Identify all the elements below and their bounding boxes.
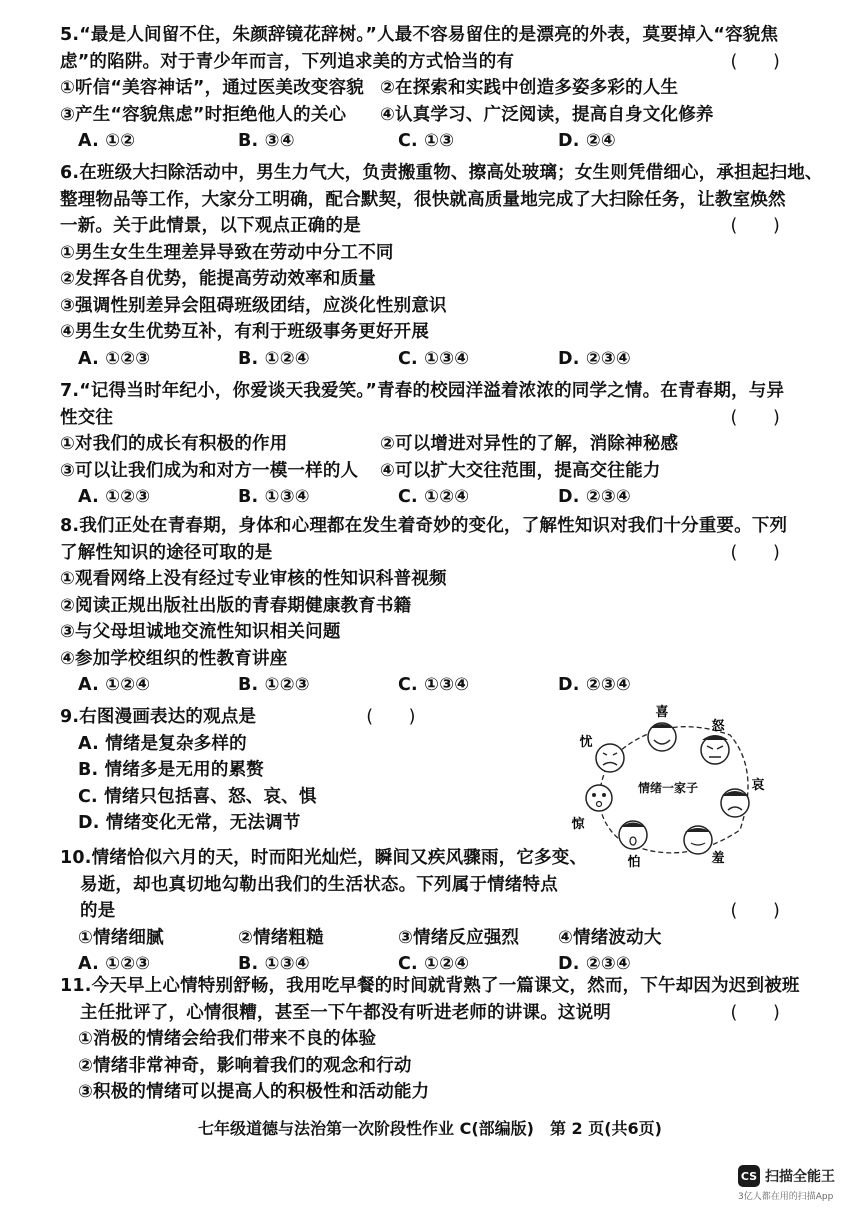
option: ②情绪非常神奇，影响着我们的观念和行动: [78, 1055, 412, 1076]
option: ④参加学校组织的性教育讲座: [60, 648, 288, 669]
choice-b: B. 情绪多是无用的累赘: [78, 760, 264, 780]
label-joy: 喜: [655, 705, 669, 720]
option: ③情绪反应强烈: [398, 927, 520, 948]
choice-c: C. ①③④: [398, 348, 470, 369]
answer-blank: ( ): [366, 707, 416, 727]
option: ①观看网络上没有经过专业审核的性知识科普视频: [60, 569, 447, 589]
option: ③与父母坦诚地交流性知识相关问题: [60, 622, 341, 642]
question-11: [60, 973, 800, 1106]
q6-stem-line2: 整理物品等工作，大家分工明确，配合默契，很快就高质量地完成了大扫除任务，让教室焕然: [60, 189, 786, 210]
option: ③产生“容貌焦虑”时拒绝他人的关心: [60, 104, 347, 125]
answer-blank: ( ): [730, 542, 780, 563]
option: ①男生女生生理差异导致在劳动中分工不同: [60, 242, 394, 263]
q6-stem-line3: 一新。关于此情景，以下观点正确的是 ( ): [60, 213, 780, 240]
answer-blank: ( ): [730, 216, 780, 236]
face-sad: [721, 789, 749, 817]
choice-a: A. ①②④: [78, 675, 151, 695]
option: ②情绪粗糙: [238, 927, 324, 948]
option: ②在探索和实践中创造多姿多彩的人生: [380, 78, 679, 98]
choice-c: C. ①③: [398, 131, 455, 151]
page-footer: 七年级道德与法治第一次阶段性作业 C(部编版) 第 2 页(共6页): [198, 1119, 662, 1138]
answer-blank: ( ): [730, 901, 780, 921]
choice-a: A. ①②: [78, 131, 136, 151]
q8-stem-line2: 了解性知识的途径可取的是 ( ): [60, 540, 780, 567]
choice-c: C. 情绪只包括喜、怒、哀、惧: [78, 786, 317, 807]
q9-stem: 9.右图漫画表达的观点是 ( ): [60, 707, 416, 727]
option: ③强调性别差异会阻碍班级团结，应淡化性别意识: [60, 295, 447, 316]
choice-b: B. ①③④: [238, 487, 310, 507]
label-shy: 羞: [711, 851, 725, 866]
choice-b: B. ①②③: [238, 675, 310, 695]
question-7: [60, 378, 785, 511]
answer-blank: ( ): [730, 1002, 780, 1023]
option: ①消极的情绪会给我们带来不良的体验: [78, 1029, 377, 1049]
question-9: [60, 704, 560, 837]
q7-choices: [60, 484, 780, 511]
choice-a: A. ①②③: [78, 487, 151, 507]
choice-b: B. ①②④: [238, 348, 310, 369]
label-surprise: 惊: [571, 817, 585, 832]
option: ④认真学习、广泛阅读，提高自身文化修养: [380, 104, 714, 125]
q6-stem-line1: 6.在班级大扫除活动中，男生力气大，负责搬重物、擦高处玻璃；女生则凭借细心，承担起扫地、: [60, 163, 823, 183]
option: ②发挥各自优势，能提高劳动效率和质量: [60, 269, 376, 289]
answer-blank: ( ): [730, 51, 780, 72]
option: ②可以增进对异性的了解，消除神秘感: [380, 434, 679, 454]
q7-stem-line2: 性交往 ( ): [60, 405, 780, 432]
q6-choices: [60, 346, 780, 373]
q8-choices: [60, 672, 780, 699]
choice-d: D. ②③④: [558, 348, 631, 369]
label-worry: 忧: [579, 735, 593, 750]
option: ③可以让我们成为和对方一模一样的人: [60, 460, 359, 481]
choice-d: D. ②④: [558, 131, 616, 151]
choice-b: B. ③④: [238, 131, 295, 151]
scanner-watermark: [738, 1165, 848, 1202]
q7-stem-line1: 7.“记得当时年纪小，你爱谈天我爱笑。”青春的校园洋溢着浓浓的同学之情。在青春期，与异: [60, 381, 785, 401]
q7-options-row1: [60, 431, 780, 458]
q5-stem-line1: 5.“最是人间留不住，朱颜辞镜花辞树。”人最不容易留住的是漂亮的外表，莫要掉入“容貌焦: [60, 25, 779, 45]
q5-options-row2: [60, 102, 780, 129]
face-anger: [701, 735, 729, 764]
option: ①听信“美容神话”，通过医美改变容貌: [60, 78, 364, 98]
option: ①对我们的成长有积极的作用: [60, 434, 288, 454]
choice-a: A. ①②③: [78, 348, 151, 369]
camscanner-logo-icon: CS: [738, 1165, 760, 1187]
question-5: [60, 22, 780, 155]
answer-blank: ( ): [730, 407, 780, 428]
option: ④男生女生优势互补，有利于班级事务更好开展: [60, 322, 430, 342]
watermark-name: 扫描全能王: [765, 1169, 835, 1185]
option: ②阅读正规出版社出版的青春期健康教育书籍: [60, 595, 412, 616]
choice-d: D. ②③④: [558, 487, 631, 507]
label-fear: 怕: [627, 855, 641, 870]
label-anger: 怒: [711, 719, 725, 734]
q8-stem-line1: 8.我们正处在青春期，身体和心理都在发生着奇妙的变化，了解性知识对我们十分重要。下列: [60, 516, 788, 536]
choice-a: A. ①②③: [78, 954, 151, 974]
q7-options-row2: [60, 458, 780, 485]
choice-c: C. ①②④: [398, 487, 470, 507]
q5-stem-line2: 虑”的陷阱。对于青少年而言，下列追求美的方式恰当的有 ( ): [60, 49, 780, 76]
cartoon-center-label: 情绪一家子: [637, 781, 699, 795]
option: ①情绪细腻: [78, 927, 164, 948]
choice-d: D. ②③④: [558, 954, 631, 974]
question-10: [60, 845, 780, 978]
q10-stem-line3: 的是 ( ): [60, 898, 780, 925]
option: ④可以扩大交往范围，提高交往能力: [380, 460, 661, 481]
q5-choices: [60, 128, 780, 155]
question-8: [60, 513, 788, 699]
choice-a: A. 情绪是复杂多样的: [78, 733, 247, 754]
choice-c: C. ①③④: [398, 675, 470, 695]
q5-options-row1: [60, 75, 780, 102]
face-worry: [596, 744, 624, 772]
option: ④情绪波动大: [558, 927, 662, 948]
q11-stem-line1: 11.今天早上心情特别舒畅，我用吃早餐的时间就背熟了一篇课文，然而，下午却因为迟到被班: [60, 976, 800, 996]
watermark-tagline: 3亿人都在用的扫描App: [738, 1192, 834, 1202]
q10-stem-line1: 10.情绪恰似六月的天，时而阳光灿烂，瞬间又疾风骤雨，它多变、: [60, 848, 588, 868]
q11-stem-line2: 主任批评了，心情很糟，甚至一下午都没有听进老师的讲课。这说明 ( ): [60, 1000, 780, 1027]
choice-c: C. ①②④: [398, 954, 470, 974]
label-sad: 哀: [751, 778, 765, 793]
choice-b: B. ①③④: [238, 954, 310, 974]
q10-options: [60, 925, 780, 952]
face-surprise: [586, 785, 612, 811]
choice-d: D. ②③④: [558, 675, 631, 695]
question-6: [60, 160, 823, 372]
q10-stem-line2: 易逝，却也真切地勾勒出我们的生活状态。下列属于情绪特点: [80, 874, 558, 895]
option: ③积极的情绪可以提高人的积极性和活动能力: [78, 1082, 430, 1102]
choice-d: D. 情绪变化无常，无法调节: [78, 813, 301, 833]
face-joy: [648, 723, 676, 751]
